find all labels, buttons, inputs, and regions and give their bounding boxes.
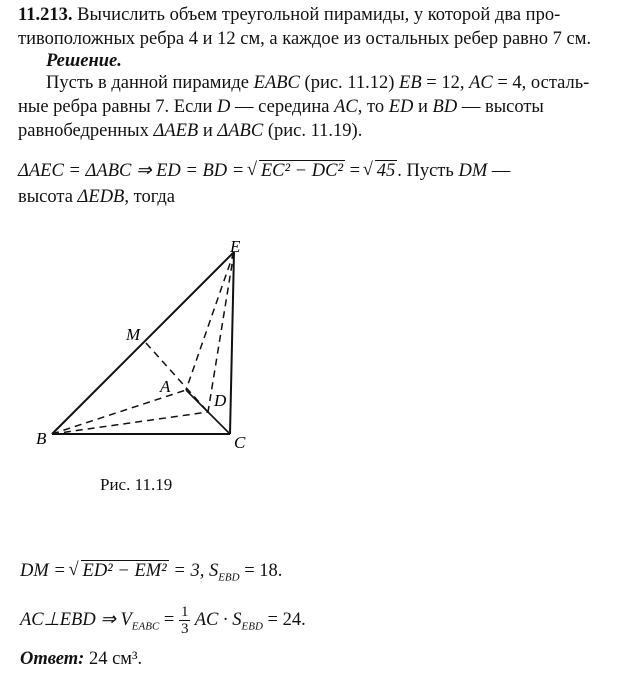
problem-statement-line1 xyxy=(18,4,560,26)
equation-3 xyxy=(20,604,306,637)
numerator: 1 xyxy=(180,604,189,620)
edge-EA xyxy=(186,252,234,390)
caption-text: Рис. 11.19 xyxy=(100,475,173,494)
math: ΔAEB xyxy=(153,121,199,141)
equation-1-line2 xyxy=(18,186,175,208)
edge-EC xyxy=(230,252,234,434)
answer-label: Ответ: xyxy=(20,649,85,669)
math: D xyxy=(217,97,231,117)
text: . Пусть xyxy=(397,161,459,181)
text: = 4, осталь- xyxy=(492,73,590,93)
math: ED xyxy=(388,97,414,117)
eq1-lhs: ΔAEC = ΔABC ⇒ ED = BD = xyxy=(18,161,249,181)
edge-BE xyxy=(52,252,234,434)
segment-MD xyxy=(146,343,208,412)
text: = 24. xyxy=(262,609,306,630)
text: высота xyxy=(18,187,78,207)
text: равнобедренных xyxy=(18,121,154,141)
text: = xyxy=(159,609,179,630)
text: Пусть в данной пирамиде xyxy=(46,73,254,93)
math: EB xyxy=(399,73,422,93)
problem-number: 11.213. xyxy=(18,5,73,25)
answer-line xyxy=(20,648,142,670)
para1-line2 xyxy=(18,96,544,118)
math: BD xyxy=(432,97,458,117)
text: , то xyxy=(357,97,389,117)
math: AC xyxy=(469,73,493,93)
solution-heading xyxy=(46,50,122,72)
equation-2 xyxy=(20,560,282,589)
problem-text-1: Вычислить объем треугольной пирамиды, у которой два про- xyxy=(72,5,561,25)
denominator: 3 xyxy=(180,621,189,637)
edge-BA xyxy=(52,390,186,434)
text: = 3, S xyxy=(168,561,219,581)
math: AC xyxy=(334,97,358,117)
para1-line1 xyxy=(46,72,589,94)
text: и xyxy=(413,97,433,117)
para1-line3 xyxy=(18,120,362,142)
label-M: M xyxy=(126,325,141,344)
text: = xyxy=(345,161,365,181)
text: — середина xyxy=(230,97,335,117)
problem-statement-line2 xyxy=(18,28,591,50)
figure-caption xyxy=(100,474,172,496)
answer-value: 24 см³. xyxy=(84,649,143,669)
radicand: ED² − EM² xyxy=(82,561,167,581)
label-C: C xyxy=(234,433,246,452)
text: = 12, xyxy=(421,73,470,93)
radicand: 45 xyxy=(376,161,396,181)
text: и xyxy=(198,121,218,141)
radicand: EC² − DC² xyxy=(260,161,344,181)
text: DM = xyxy=(20,561,71,581)
text: , тогда xyxy=(124,187,175,207)
math: ΔEDB xyxy=(77,187,125,207)
text: — высоты xyxy=(457,97,544,117)
text: AC⊥EBD ⇒ V xyxy=(20,609,132,630)
subscript: EBD xyxy=(218,571,240,584)
text: AC · S xyxy=(190,609,242,630)
label-E: E xyxy=(230,237,241,256)
equation-1 xyxy=(18,160,510,182)
text: (рис. 11.12) xyxy=(299,73,400,93)
sqrt-45 xyxy=(365,160,398,182)
label-D: D xyxy=(214,391,227,410)
math: DM xyxy=(458,161,488,181)
edge-BD xyxy=(52,412,208,434)
problem-text-2: тивоположных ребра 4 и 12 см, а каждое из остальных ребер равно 7 см. xyxy=(18,29,592,49)
sqrt-ec-dc xyxy=(249,160,345,182)
label-B: B xyxy=(36,429,47,448)
sqrt-ed-em xyxy=(71,560,169,582)
solution-label: Решение. xyxy=(46,51,122,71)
math: ΔABC xyxy=(217,121,264,141)
subscript: EBD xyxy=(241,620,263,633)
pyramid-figure xyxy=(36,237,280,466)
fraction-one-third xyxy=(179,604,191,637)
text: = 18. xyxy=(239,561,283,581)
text: — xyxy=(487,161,511,181)
text: (рис. 11.19). xyxy=(263,121,363,141)
math: EABC xyxy=(253,73,300,93)
label-A: A xyxy=(160,377,171,396)
subscript: EABC xyxy=(131,620,160,633)
text: ные ребра равны 7. Если xyxy=(18,97,218,117)
